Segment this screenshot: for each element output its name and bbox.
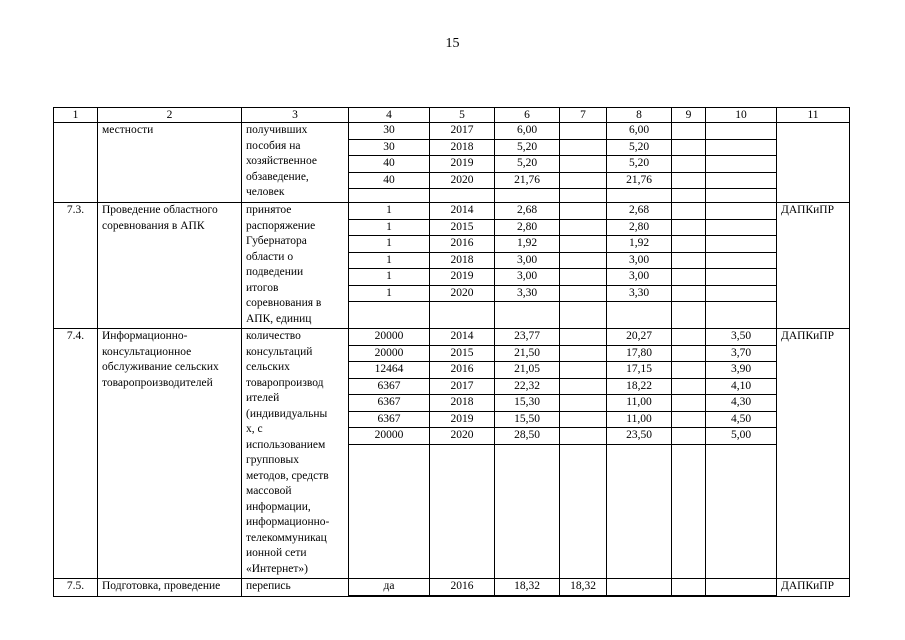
value-cell: 2016 — [450, 580, 474, 592]
value-subtable — [706, 329, 776, 578]
value-cell — [706, 285, 776, 302]
table-row — [54, 123, 850, 203]
value-cell: 2,80 — [607, 219, 671, 236]
value-filler — [349, 444, 429, 578]
value-cell — [672, 139, 705, 156]
value-filler — [495, 444, 559, 578]
value-cell: 2019 — [430, 156, 494, 173]
value-cell: 23,50 — [607, 428, 671, 445]
value-cell: 4,10 — [706, 378, 776, 395]
value-subtable — [607, 123, 671, 202]
value-cell: 12464 — [349, 362, 429, 379]
value-cell — [672, 252, 705, 269]
item-indicator-text: перепись — [246, 580, 291, 592]
value-filler — [560, 189, 606, 203]
value-column-c7 — [560, 203, 607, 329]
value-cell — [607, 579, 671, 595]
value-filler — [706, 444, 776, 578]
value-cell — [706, 269, 776, 286]
value-column-c6 — [495, 123, 560, 203]
item-executor-text: ДАПКиПР — [781, 204, 834, 216]
value-filler — [607, 595, 671, 596]
header-cell: 4 — [349, 108, 430, 123]
value-filler — [672, 444, 705, 578]
value-cell: 1,92 — [495, 236, 559, 253]
item-executor — [777, 123, 850, 203]
value-column-c10 — [706, 123, 777, 203]
value-cell: 18,32 — [514, 580, 540, 592]
item-name — [98, 123, 242, 203]
value-cell — [706, 236, 776, 253]
value-cell: 2018 — [430, 395, 494, 412]
value-cell — [672, 172, 705, 189]
value-cell: 15,30 — [495, 395, 559, 412]
value-cell — [560, 236, 606, 253]
value-column-c9 — [672, 579, 706, 597]
value-cell — [560, 362, 606, 379]
value-cell: 15,50 — [495, 411, 559, 428]
value-subtable — [495, 579, 559, 596]
value-subtable — [349, 203, 429, 328]
value-column-c5 — [430, 579, 495, 597]
header-cell: 7 — [560, 108, 607, 123]
value-cell — [560, 285, 606, 302]
value-cell: 1 — [349, 285, 429, 302]
value-cell — [560, 395, 606, 412]
value-subtable — [560, 329, 606, 578]
value-cell — [706, 156, 776, 173]
value-cell: 20,27 — [626, 330, 652, 342]
value-subtable — [495, 123, 559, 202]
item-name — [98, 329, 242, 579]
value-subtable — [706, 123, 776, 202]
value-cell: 17,15 — [607, 362, 671, 379]
value-column-c6 — [495, 329, 560, 579]
value-subtable — [560, 123, 606, 202]
value-cell — [706, 219, 776, 236]
value-cell: 2,80 — [495, 219, 559, 236]
value-cell: 28,50 — [495, 428, 559, 445]
value-subtable — [349, 329, 429, 578]
value-cell — [560, 123, 606, 139]
value-column-c5 — [430, 123, 495, 203]
item-number-text: 7.4. — [66, 330, 85, 342]
value-cell: 2019 — [430, 269, 494, 286]
value-subtable — [349, 579, 429, 596]
value-filler — [672, 189, 705, 203]
value-cell — [672, 362, 705, 379]
value-cell: 5,00 — [706, 428, 776, 445]
item-indicator-text: принятое распоряжение Губернатора области о подведении итогов соревнования в АПК, единиц — [246, 204, 322, 325]
value-filler — [607, 302, 671, 329]
value-filler — [495, 302, 559, 329]
value-cell — [672, 219, 705, 236]
value-cell: 30 — [349, 139, 429, 156]
value-cell: 6367 — [349, 395, 429, 412]
value-subtable — [672, 579, 705, 596]
value-cell — [560, 345, 606, 362]
value-cell — [672, 156, 705, 173]
value-column-c9 — [672, 329, 706, 579]
value-cell: 3,50 — [730, 330, 752, 342]
table-row — [54, 203, 850, 329]
value-cell: 2018 — [430, 252, 494, 269]
value-subtable — [607, 203, 671, 328]
header-cell: 8 — [607, 108, 672, 123]
value-filler — [560, 444, 606, 578]
value-cell: 20000 — [374, 330, 404, 342]
value-cell: 2020 — [430, 428, 494, 445]
value-column-c4 — [349, 579, 430, 597]
value-cell — [560, 172, 606, 189]
value-cell — [672, 428, 705, 445]
value-cell: 40 — [349, 156, 429, 173]
value-cell — [672, 203, 705, 219]
value-cell: 21,76 — [495, 172, 559, 189]
value-cell — [706, 203, 776, 219]
item-number — [54, 329, 98, 579]
value-cell: 2016 — [430, 362, 494, 379]
value-cell: 21,76 — [607, 172, 671, 189]
value-cell: 5,20 — [495, 139, 559, 156]
value-cell: 18,32 — [570, 580, 596, 592]
value-filler — [607, 189, 671, 203]
value-subtable — [430, 579, 494, 596]
header-row — [54, 108, 850, 123]
value-cell: 5,20 — [607, 139, 671, 156]
item-number-text: 7.5. — [66, 580, 85, 592]
value-column-c4 — [349, 203, 430, 329]
value-cell — [560, 219, 606, 236]
value-column-c6 — [495, 579, 560, 597]
value-cell: 6,00 — [516, 124, 538, 136]
value-column-c9 — [672, 203, 706, 329]
value-column-c8 — [607, 123, 672, 203]
value-cell: 2020 — [430, 172, 494, 189]
value-cell: 2016 — [430, 236, 494, 253]
value-cell: 1 — [386, 204, 392, 216]
item-indicator — [242, 329, 349, 579]
value-cell: 1 — [349, 219, 429, 236]
item-indicator-text: получивших пособия на хозяйственное обзаведение, человек — [246, 124, 317, 198]
value-cell: 3,30 — [495, 285, 559, 302]
value-cell — [560, 411, 606, 428]
value-cell: 3,90 — [706, 362, 776, 379]
value-cell: 5,20 — [495, 156, 559, 173]
item-number — [54, 579, 98, 597]
header-cell: 1 — [54, 108, 98, 123]
value-column-c7 — [560, 329, 607, 579]
item-name — [98, 579, 242, 597]
item-number — [54, 203, 98, 329]
value-cell: 21,05 — [495, 362, 559, 379]
value-column-c7 — [560, 579, 607, 597]
value-cell: 2018 — [430, 139, 494, 156]
item-name-text: Проведение областного соревнования в АПК — [102, 204, 218, 232]
item-name — [98, 203, 242, 329]
value-subtable — [560, 203, 606, 328]
value-cell — [706, 139, 776, 156]
value-cell: 4,50 — [706, 411, 776, 428]
value-cell: 3,70 — [706, 345, 776, 362]
value-cell: 11,00 — [607, 411, 671, 428]
value-column-c4 — [349, 329, 430, 579]
value-cell: 2014 — [450, 204, 474, 216]
value-cell — [706, 123, 776, 139]
value-cell: 22,32 — [495, 378, 559, 395]
value-filler — [349, 302, 429, 329]
value-cell — [706, 172, 776, 189]
value-cell: 3,00 — [495, 252, 559, 269]
value-cell — [706, 252, 776, 269]
value-filler — [430, 302, 494, 329]
value-cell: 2015 — [430, 345, 494, 362]
value-subtable — [607, 579, 671, 596]
value-filler — [349, 189, 429, 203]
value-cell: 6367 — [349, 378, 429, 395]
value-cell: 4,30 — [706, 395, 776, 412]
value-column-c10 — [706, 329, 777, 579]
value-subtable — [672, 123, 705, 202]
value-cell: 30 — [383, 124, 395, 136]
value-filler — [706, 302, 776, 329]
value-cell: 2020 — [430, 285, 494, 302]
table-row — [54, 329, 850, 579]
value-cell — [672, 345, 705, 362]
item-executor — [777, 329, 850, 579]
value-subtable — [430, 329, 494, 578]
value-cell: 1 — [349, 252, 429, 269]
value-cell — [672, 329, 705, 345]
value-cell — [672, 236, 705, 253]
value-cell: 3,00 — [495, 269, 559, 286]
value-filler — [672, 595, 705, 596]
value-cell — [560, 203, 606, 219]
value-cell: 21,50 — [495, 345, 559, 362]
value-filler — [706, 595, 776, 596]
page-number: 15 — [445, 36, 460, 51]
value-filler — [495, 189, 559, 203]
value-cell — [672, 579, 705, 595]
item-indicator — [242, 579, 349, 597]
value-cell — [672, 269, 705, 286]
value-cell: 5,20 — [607, 156, 671, 173]
value-cell: 18,22 — [607, 378, 671, 395]
value-column-c10 — [706, 203, 777, 329]
value-cell — [672, 285, 705, 302]
header-cell: 11 — [777, 108, 850, 123]
value-cell: 6,00 — [628, 124, 650, 136]
value-filler — [430, 595, 494, 596]
value-filler — [560, 595, 606, 596]
value-cell — [672, 411, 705, 428]
value-cell: 3,00 — [607, 252, 671, 269]
value-subtable — [495, 203, 559, 328]
value-cell: да — [383, 580, 395, 592]
header-cell: 3 — [242, 108, 349, 123]
value-cell: 2,68 — [628, 204, 650, 216]
value-subtable — [607, 329, 671, 578]
value-cell: 2,68 — [516, 204, 538, 216]
item-executor-text: ДАПКиПР — [781, 330, 834, 342]
value-filler — [349, 595, 429, 596]
value-filler — [607, 444, 671, 578]
value-column-c8 — [607, 203, 672, 329]
value-subtable — [672, 329, 705, 578]
value-filler — [495, 595, 559, 596]
item-indicator-text: количество консультаций сельских товаропроизвод ителей (индивидуальны х, с использованием групповых методов, средств массовой информации, информационно- телекоммуникац ионной сети «Интернет») — [246, 330, 330, 575]
value-column-c8 — [607, 579, 672, 597]
value-subtable — [672, 203, 705, 328]
value-filler — [430, 189, 494, 203]
value-cell — [672, 378, 705, 395]
value-cell: 2019 — [430, 411, 494, 428]
value-cell — [706, 579, 776, 595]
value-cell: 1,92 — [607, 236, 671, 253]
value-cell — [672, 123, 705, 139]
value-cell — [560, 329, 606, 345]
value-column-c10 — [706, 579, 777, 597]
value-cell: 2017 — [450, 124, 474, 136]
value-filler — [706, 189, 776, 203]
value-cell: 23,77 — [514, 330, 540, 342]
value-cell: 40 — [349, 172, 429, 189]
item-executor — [777, 203, 850, 329]
value-cell: 3,30 — [607, 285, 671, 302]
value-cell: 2014 — [450, 330, 474, 342]
value-cell — [560, 269, 606, 286]
value-column-c9 — [672, 123, 706, 203]
item-name-text: местности — [102, 124, 154, 136]
item-number-text: 7.3. — [66, 204, 85, 216]
value-subtable — [430, 203, 494, 328]
header-cell: 10 — [706, 108, 777, 123]
value-filler — [672, 302, 705, 329]
header-cell: 5 — [430, 108, 495, 123]
value-column-c8 — [607, 329, 672, 579]
item-name-text: Информационно- консультационное обслуживание сельских товаропроизводителей — [102, 330, 219, 389]
value-cell: 2015 — [430, 219, 494, 236]
value-filler — [560, 302, 606, 329]
value-cell: 17,80 — [607, 345, 671, 362]
value-cell — [672, 395, 705, 412]
value-column-c5 — [430, 329, 495, 579]
value-filler — [430, 444, 494, 578]
item-executor — [777, 579, 850, 597]
value-cell: 3,00 — [607, 269, 671, 286]
program-table — [53, 107, 850, 597]
value-cell — [560, 428, 606, 445]
item-indicator — [242, 123, 349, 203]
header-cell: 2 — [98, 108, 242, 123]
value-cell — [560, 156, 606, 173]
value-cell: 11,00 — [607, 395, 671, 412]
value-cell — [560, 378, 606, 395]
value-cell: 6367 — [349, 411, 429, 428]
value-column-c7 — [560, 123, 607, 203]
value-cell: 1 — [349, 269, 429, 286]
value-subtable — [706, 203, 776, 328]
value-column-c6 — [495, 203, 560, 329]
value-cell: 1 — [349, 236, 429, 253]
item-executor-text: ДАПКиПР — [781, 580, 834, 592]
table-row — [54, 579, 850, 597]
header-cell: 9 — [672, 108, 706, 123]
value-column-c5 — [430, 203, 495, 329]
value-cell — [560, 139, 606, 156]
value-cell: 2017 — [430, 378, 494, 395]
value-cell: 20000 — [349, 345, 429, 362]
value-subtable — [349, 123, 429, 202]
header-cell: 6 — [495, 108, 560, 123]
value-cell — [560, 252, 606, 269]
value-cell: 20000 — [349, 428, 429, 445]
value-subtable — [430, 123, 494, 202]
item-number — [54, 123, 98, 203]
value-subtable — [495, 329, 559, 578]
item-indicator — [242, 203, 349, 329]
value-subtable — [560, 579, 606, 596]
value-subtable — [706, 579, 776, 596]
value-column-c4 — [349, 123, 430, 203]
item-name-text: Подготовка, проведение — [102, 580, 221, 592]
